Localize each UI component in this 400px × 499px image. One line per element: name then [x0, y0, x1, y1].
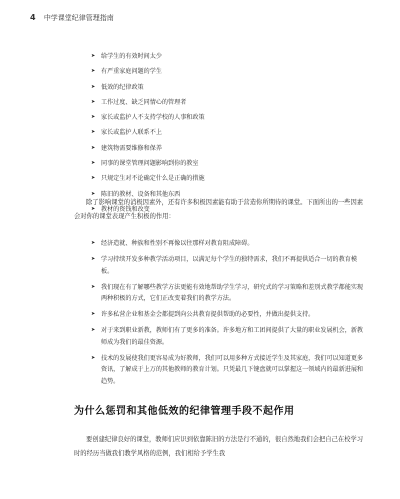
- list-item: ➤ 低效的纪律政策: [91, 80, 351, 95]
- list-item: ➤ 只规定生对不论确定什么是正确的措施: [91, 171, 351, 186]
- list-item: ➤ 对于来到职业新教，教师们有了更多的准备。许多地方和工团间提供了大量的职业发展机会，新教师成为我们的最佳资源。: [91, 327, 364, 346]
- arrow-bullet-icon: ➤: [91, 98, 96, 105]
- section-heading: 为什么惩罚和其他低效的纪律管理手段不起作用: [74, 406, 295, 417]
- list-item: ➤ 家长或监护人不支持学校的人事和政策: [91, 110, 351, 125]
- list-item: ➤ 给学生的有效时间太少: [91, 49, 351, 64]
- negative-factors-list: [91, 49, 351, 217]
- arrow-bullet-icon: ➤: [91, 144, 96, 151]
- arrow-bullet-icon: ➤: [91, 68, 96, 75]
- page-number: 4: [30, 13, 36, 22]
- list-item: ➤ 陈旧的教材、设备和其他东西: [91, 187, 351, 202]
- list-item: ➤ 同事的课堂管理问题影响到你的教室: [91, 156, 351, 171]
- arrow-bullet-icon: ➤: [91, 175, 96, 182]
- book-title: 中学课堂纪律管理指南: [43, 14, 114, 22]
- list-item: ➤ 许多私营企业和基金会都提到向公共教育提供帮助的必要性，并做出提供支持。: [91, 309, 364, 321]
- arrow-bullet-icon: ➤: [91, 190, 96, 197]
- list-item: ➤ 建筑物需要维修和保养: [91, 141, 351, 156]
- list-item: ➤ 经济造就、种族和性别不再像以往那样对教育阻成障碍。: [91, 238, 364, 250]
- list-item: ➤ 有严重家庭问题的学生: [91, 64, 351, 79]
- intro-paragraph: 除了影响课堂的消极因素外，还有许多积极因素能有助于营造你所期待的课堂。下面所出的一些因素会对你的课堂表现产生积极的作用：: [74, 199, 364, 220]
- list-item: ➤ 家长或监护人联系不上: [91, 125, 351, 140]
- list-item: ➤ 我们现在有了解哪些教学方法更能有效地帮助学生学习，研究式的学习策略和差别式教学都能实现两种积极的方式，它们正改变着我们的教学方法。: [91, 283, 364, 303]
- arrow-bullet-icon: ➤: [91, 255, 96, 262]
- arrow-bullet-icon: ➤: [91, 114, 96, 121]
- arrow-bullet-icon: ➤: [91, 327, 96, 334]
- positive-factors-list: [91, 238, 364, 392]
- closing-paragraph: 要创建纪律良好的课堂，教师们应识到依靠陈旧的方法是行不通的，很自然地我们会把自己在校学习时的经历当做我们教学风格的范例，我们相给予学生我: [74, 436, 364, 457]
- arrow-bullet-icon: ➤: [91, 83, 96, 90]
- list-item: ➤ 教材的资钱和改变: [91, 202, 351, 217]
- list-item: ➤ 学习持续开发多种教学活动项目，以满足每个学生的独特需求，我们不再提供适合一切的教育模板。: [91, 255, 357, 275]
- arrow-bullet-icon: ➤: [91, 283, 96, 290]
- page-header: [30, 13, 114, 23]
- arrow-bullet-icon: ➤: [91, 205, 96, 212]
- arrow-bullet-icon: ➤: [91, 53, 96, 59]
- arrow-bullet-icon: ➤: [91, 240, 96, 246]
- arrow-bullet-icon: ➤: [91, 354, 96, 361]
- list-item: ➤ 工作过度、缺乏同情心的管理者: [91, 95, 351, 110]
- arrow-bullet-icon: ➤: [91, 160, 96, 167]
- list-item: ➤ 技术的发展使我们更容易成为好教师，我们可以用多种方式接近学生及其家庭，我们可以知道更多资讯，了解成于上万的其他教师的教育计划。只凭最几下键盘就可以掌握这一领域内的最新进展和趋势。: [91, 354, 364, 385]
- arrow-bullet-icon: ➤: [91, 129, 96, 136]
- arrow-bullet-icon: ➤: [91, 311, 96, 318]
